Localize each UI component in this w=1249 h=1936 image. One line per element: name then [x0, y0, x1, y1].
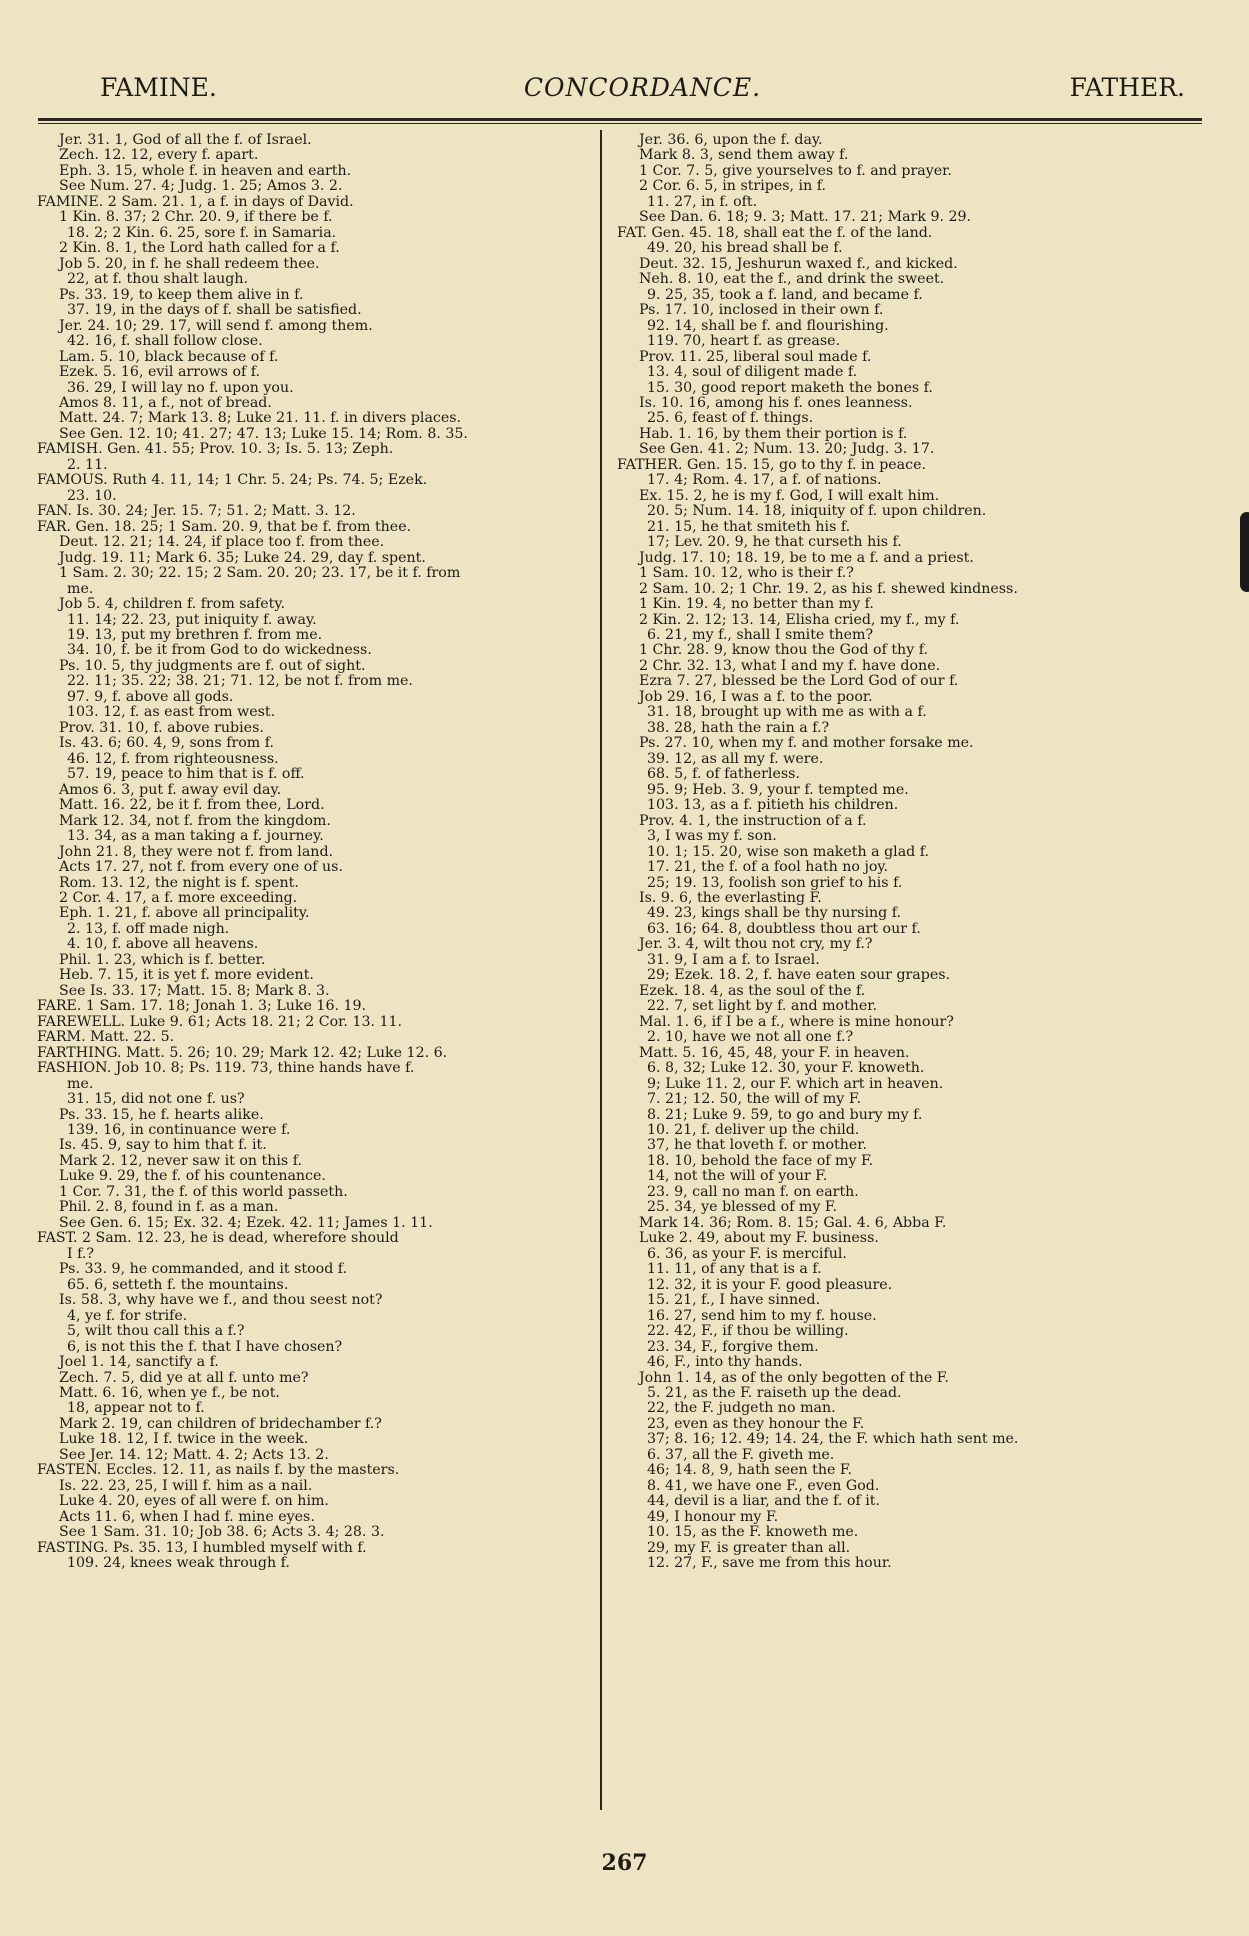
reference-line: 22, at f. thou shalt laugh.	[67, 271, 249, 288]
reference-line: Phil. 2. 8, found in f. as a man.	[59, 1199, 279, 1216]
reference-line: 18. 2; 2 Kin. 6. 25, sore f. in Samaria.	[67, 224, 337, 241]
reference-line: Eph. 3. 15, whole f. in heaven and earth.	[59, 162, 352, 179]
headword-entry: FASTING. Ps. 35. 13, I humbled myself with f.	[37, 1539, 367, 1556]
reference-line: 22. 7, set light by f. and mother.	[647, 998, 878, 1015]
reference-line: 6, is not this the f. that I have chosen?	[67, 1338, 343, 1355]
reference-line: 1 Chr. 28. 9, know thou the God of thy f.	[639, 642, 928, 659]
header-last-word: FATHER.	[1069, 73, 1185, 102]
reference-line: 22. 11; 35. 22; 38. 21; 71. 12, be not f. from me.	[67, 673, 413, 690]
binding-mark	[1240, 512, 1249, 592]
reference-line: 38. 28, hath the rain a f.?	[647, 719, 830, 736]
reference-line: 2. 10, have we not all one f.?	[647, 1029, 854, 1046]
reference-line: Is. 43. 6; 60. 4, 9, sons from f.	[59, 735, 275, 752]
reference-line: 6. 21, my f., shall I smite them?	[647, 627, 874, 643]
reference-line: Ps. 33. 19, to keep them alive in f.	[59, 286, 304, 303]
reference-line: Judg. 17. 10; 18. 19, be to me a f. and a priest.	[639, 549, 974, 566]
reference-line: Mark 8. 3, send them away f.	[639, 147, 849, 164]
reference-line: 2 Cor. 6. 5, in stripes, in f.	[639, 178, 826, 195]
reference-line: Is. 10. 16, among his f. ones leanness.	[639, 394, 913, 411]
reference-line: 1 Cor. 7. 5, give yourselves to f. and prayer.	[639, 162, 952, 179]
reference-line: Prov. 4. 1, the instruction of a f.	[639, 812, 867, 829]
reference-line: 49. 20, his bread shall be f.	[647, 240, 843, 257]
reference-line: See Gen. 41. 2; Num. 13. 20; Judg. 3. 17.	[639, 441, 935, 458]
reference-line: Job 5. 20, in f. he shall redeem thee.	[59, 255, 320, 272]
reference-line: 11. 14; 22. 23, put iniquity f. away.	[67, 611, 317, 628]
reference-line: 19. 13, put my brethren f. from me.	[67, 627, 323, 643]
reference-line: Judg. 19. 11; Mark 6. 35; Luke 24. 29, day f. spent.	[59, 549, 426, 566]
reference-line: 103. 12, f. as east from west.	[67, 704, 276, 721]
reference-line: 68. 5, f. of fatherless.	[647, 766, 800, 783]
reference-line: 37. 19, in the days of f. shall be satisfied.	[67, 302, 362, 319]
reference-line: Phil. 1. 23, which is f. better.	[59, 951, 266, 968]
header-rule-thick	[38, 118, 1202, 121]
reference-line: Matt. 5. 16, 45, 48, your F. in heaven.	[639, 1044, 910, 1061]
reference-line: Rom. 13. 12, the night is f. spent.	[59, 874, 299, 891]
reference-line: 37; 8. 16; 12. 49; 14. 24, the F. which hath sent me.	[647, 1431, 1019, 1448]
reference-line: 12. 32, it is your F. good pleasure.	[647, 1276, 893, 1293]
reference-line: 4. 10, f. above all heavens.	[67, 936, 259, 953]
reference-line: Prov. 31. 10, f. above rubies.	[59, 719, 264, 736]
reference-line: Matt. 16. 22, be it f. from thee, Lord.	[59, 797, 325, 814]
reference-line: 49. 23, kings shall be thy nursing f.	[647, 905, 901, 922]
reference-line: 46; 14. 8, 9, hath seen the F.	[647, 1462, 853, 1479]
reference-line: Is. 22. 23, 25, I will f. him as a nail.	[59, 1477, 313, 1494]
reference-line: 29; Ezek. 18. 2, f. have eaten sour grapes.	[647, 967, 951, 984]
reference-line: 37, he that loveth f. or mother.	[647, 1137, 868, 1154]
reference-line: 2 Kin. 8. 1, the Lord hath called for a f.	[59, 240, 340, 257]
reference-line: 3, I was my f. son.	[647, 828, 777, 845]
column-divider	[600, 130, 602, 1810]
reference-line: 11. 27, in f. oft.	[647, 193, 758, 210]
reference-line: 13. 34, as a man taking a f. journey.	[67, 828, 324, 845]
reference-line: Is. 45. 9, say to him that f. it.	[59, 1137, 267, 1154]
reference-line: 1 Kin. 19. 4, no better than my f.	[639, 596, 874, 613]
reference-line: Zech. 12. 12, every f. apart.	[59, 147, 259, 164]
reference-line: Mark 2. 19, can children of bridechamber f.?	[59, 1415, 382, 1432]
reference-line: 11. 11, of any that is a f.	[647, 1261, 822, 1278]
reference-line: Ezek. 5. 16, evil arrows of f.	[59, 364, 261, 381]
reference-line: Acts 17. 27, not f. from every one of us.	[59, 859, 343, 876]
reference-line: 5, wilt thou call this a f.?	[67, 1323, 245, 1340]
reference-line: 21. 15, he that smiteth his f.	[647, 518, 851, 535]
headword-entry: FAN. Is. 30. 24; Jer. 15. 7; 51. 2; Matt. 3. 12.	[37, 503, 356, 520]
reference-line: 95. 9; Heb. 3. 9, your f. tempted me.	[647, 781, 909, 798]
reference-line: Joel 1. 14, sanctify a f.	[59, 1354, 219, 1371]
reference-line: Is. 9. 6, the everlasting F.	[639, 889, 822, 906]
reference-line: Job 5. 4, children f. from safety.	[59, 596, 286, 613]
reference-line: 2 Cor. 4. 17, a f. more exceeding.	[59, 889, 298, 906]
reference-line: Jer. 3. 4, wilt thou not cry, my f.?	[639, 936, 873, 953]
reference-line: 15. 30, good report maketh the bones f.	[647, 379, 933, 396]
reference-line: Matt. 24. 7; Mark 13. 8; Luke 21. 11. f. in divers places.	[59, 410, 462, 427]
reference-line: Lam. 5. 10, black because of f.	[59, 348, 279, 365]
reference-line: 46. 12, f. from righteousness.	[67, 750, 279, 767]
reference-line: 92. 14, shall be f. and flourishing.	[647, 317, 889, 334]
reference-line: Deut. 12. 21; 14. 24, if place too f. from thee.	[59, 534, 385, 551]
headword-entry: FARM. Matt. 22. 5.	[37, 1029, 175, 1046]
reference-line: Ps. 33. 15, he f. hearts alike.	[59, 1106, 264, 1123]
reference-line: 2 Kin. 2. 12; 13. 14, Elisha cried, my f., my f.	[639, 611, 960, 628]
reference-line: 12. 27, F., save me from this hour.	[647, 1555, 892, 1572]
reference-line: 1 Cor. 7. 31, the f. of this world passeth.	[59, 1183, 348, 1200]
reference-line: 20. 5; Num. 14. 18, iniquity of f. upon children.	[647, 503, 987, 520]
headword-entry: FAST. 2 Sam. 12. 23, he is dead, wherefore should	[37, 1230, 399, 1247]
reference-line: me.	[67, 1075, 94, 1092]
reference-line: Ps. 17. 10, inclosed in their own f.	[639, 302, 884, 319]
reference-line: 57. 19, peace to him that is f. off.	[67, 766, 305, 783]
headword-entry: FAMISH. Gen. 41. 55; Prov. 10. 3; Is. 5. 13; Zeph.	[37, 441, 394, 458]
reference-line: Ps. 33. 9, he commanded, and it stood f.	[59, 1261, 348, 1278]
reference-line: 9; Luke 11. 2, our F. which art in heaven.	[647, 1075, 944, 1092]
reference-line: 1 Sam. 2. 30; 22. 15; 2 Sam. 20. 20; 23. 17, be it f. from	[59, 565, 461, 582]
reference-line: Ps. 27. 10, when my f. and mother forsake me.	[639, 735, 974, 752]
reference-line: Matt. 6. 16, when ye f., be not.	[59, 1384, 280, 1401]
reference-line: Eph. 1. 21, f. above all principality.	[59, 905, 310, 922]
headword-entry: FAT. Gen. 45. 18, shall eat the f. of the land.	[617, 224, 933, 241]
headword-entry: FAMINE. 2 Sam. 21. 1, a f. in days of David.	[37, 193, 354, 210]
headword-entry: FAMOUS. Ruth 4. 11, 14; 1 Chr. 5. 24; Ps. 74. 5; Ezek.	[37, 472, 428, 489]
reference-line: 25; 19. 13, foolish son grief to his f.	[647, 874, 903, 891]
reference-line: Mal. 1. 6, if I be a f., where is mine honour?	[639, 1013, 954, 1030]
reference-line: Luke 18. 12, I f. twice in the week.	[59, 1431, 309, 1448]
reference-line: I f.?	[67, 1245, 94, 1262]
reference-line: 10. 15, as the F. knoweth me.	[647, 1524, 859, 1541]
reference-line: 44, devil is a liar, and the f. of it.	[647, 1493, 880, 1510]
reference-line: John 21. 8, they were not f. from land.	[59, 843, 334, 860]
reference-line: 65. 6, setteth f. the mountains.	[67, 1276, 289, 1293]
reference-line: Ex. 15. 2, he is my f. God, I will exalt him.	[639, 487, 940, 504]
left-column	[37, 133, 592, 1572]
reference-line: 29, my F. is greater than all.	[647, 1539, 851, 1556]
running-header	[100, 72, 1185, 112]
reference-line: 42. 16, f. shall follow close.	[67, 333, 263, 350]
reference-line: 10. 1; 15. 20, wise son maketh a glad f.	[647, 843, 930, 860]
reference-line: 23, even as they honour the F.	[647, 1415, 865, 1432]
reference-line: 103. 13, as a f. pitieth his children.	[647, 797, 899, 814]
reference-line: 36. 29, I will lay no f. upon you.	[67, 379, 294, 396]
reference-line: 5. 21, as the F. raiseth up the dead.	[647, 1384, 902, 1401]
reference-line: Mark 2. 12, never saw it on this f.	[59, 1152, 302, 1169]
headword-entry: FAR. Gen. 18. 25; 1 Sam. 20. 9, that be f. from thee.	[37, 518, 412, 535]
reference-line: 2 Sam. 10. 2; 1 Chr. 19. 2, as his f. shewed kindness.	[639, 580, 1018, 597]
reference-line: 63. 16; 64. 8, doubtless thou art our f.	[647, 920, 921, 937]
reference-line: John 1. 14, as of the only begotten of the F.	[639, 1369, 949, 1386]
reference-line: 6. 8, 32; Luke 12. 30, your F. knoweth.	[647, 1060, 925, 1077]
reference-line: 139. 16, in continuance were f.	[67, 1122, 291, 1138]
reference-line: 8. 41, we have one F., even God.	[647, 1477, 880, 1494]
reference-line: Mark 14. 36; Rom. 8. 15; Gal. 4. 6, Abba F.	[639, 1214, 947, 1231]
reference-line: 25. 6, feast of f. things.	[647, 410, 814, 427]
headword-entry: FASTEN. Eccles. 12. 11, as nails f. by the masters.	[37, 1462, 400, 1479]
reference-line: 18. 10, behold the face of my F.	[647, 1152, 874, 1169]
reference-line: Luke 4. 20, eyes of all were f. on him.	[59, 1493, 329, 1510]
reference-line: 4, ye f. for strife.	[67, 1307, 188, 1324]
reference-line: Luke 9. 29, the f. of his countenance.	[59, 1168, 326, 1185]
reference-line: 23. 34, F., forgive them.	[647, 1338, 819, 1355]
reference-line: Deut. 32. 15, Jeshurun waxed f., and kicked.	[639, 255, 958, 272]
reference-line: 14, not the will of your F.	[647, 1168, 828, 1185]
reference-line: See Is. 33. 17; Matt. 15. 8; Mark 8. 3.	[59, 982, 330, 999]
reference-line: 2. 11.	[67, 456, 108, 473]
reference-line: Ezra 7. 27, blessed be the Lord God of our f.	[639, 673, 959, 690]
reference-line: 34. 10, f. be it from God to do wickedness.	[67, 642, 372, 659]
reference-line: Hab. 1. 16, by them their portion is f.	[639, 425, 908, 442]
reference-line: 23. 10.	[67, 487, 117, 504]
reference-line: Amos 8. 11, a f., not of bread.	[59, 394, 272, 411]
reference-line: 6. 37, all the F. giveth me.	[647, 1446, 835, 1463]
reference-line: 39. 12, as all my f. were.	[647, 750, 824, 767]
reference-line: See Dan. 6. 18; 9. 3; Matt. 17. 21; Mark 9. 29.	[639, 209, 972, 226]
reference-line: Jer. 36. 6, upon the f. day.	[639, 133, 823, 148]
reference-line: Ezek. 18. 4, as the soul of the f.	[639, 982, 866, 999]
reference-line: 31. 15, did not one f. us?	[67, 1091, 245, 1108]
headword-entry: FAREWELL. Luke 9. 61; Acts 18. 21; 2 Cor. 13. 11.	[37, 1013, 403, 1030]
headword-entry: FARTHING. Matt. 5. 26; 10. 29; Mark 12. 42; Luke 12. 6.	[37, 1044, 448, 1061]
reference-line: Acts 11. 6, when I had f. mine eyes.	[59, 1508, 315, 1525]
reference-line: 15. 21, f., I have sinned.	[647, 1292, 821, 1309]
reference-line: 17; Lev. 20. 9, he that curseth his f.	[647, 534, 902, 551]
reference-line: 25. 34, ye blessed of my F.	[647, 1199, 838, 1216]
headword-entry: FASHION. Job 10. 8; Ps. 119. 73, thine hands have f.	[37, 1060, 415, 1077]
reference-line: Jer. 31. 1, God of all the f. of Israel.	[59, 133, 312, 148]
headword-entry: FARE. 1 Sam. 17. 18; Jonah 1. 3; Luke 16. 19.	[37, 998, 367, 1015]
reference-line: Amos 6. 3, put f. away evil day.	[59, 781, 282, 798]
reference-line: 1 Sam. 10. 12, who is their f.?	[639, 565, 854, 582]
reference-line: 2 Chr. 32. 13, what I and my f. have done.	[639, 657, 941, 674]
reference-line: Luke 2. 49, about my F. business.	[639, 1230, 879, 1247]
reference-line: See Gen. 6. 15; Ex. 32. 4; Ezek. 42. 11; James 1. 11.	[59, 1214, 433, 1231]
header-rule-thin	[38, 123, 1202, 124]
reference-line: 49, I honour my F.	[647, 1508, 779, 1525]
reference-line: 22. 42, F., if thou be willing.	[647, 1323, 849, 1340]
header-first-word: FAMINE.	[100, 73, 217, 102]
reference-line: See Gen. 12. 10; 41. 27; 47. 13; Luke 15. 14; Rom. 8. 35.	[59, 425, 468, 442]
reference-line: 31. 18, brought up with me as with a f.	[647, 704, 927, 721]
reference-line: 31. 9, I am a f. to Israel.	[647, 951, 820, 968]
reference-line: me.	[67, 580, 94, 597]
reference-line: 13. 4, soul of diligent made f.	[647, 364, 858, 381]
reference-line: 8. 21; Luke 9. 59, to go and bury my f.	[647, 1106, 923, 1123]
reference-line: Zech. 7. 5, did ye at all f. unto me?	[59, 1369, 309, 1386]
headword-entry: FATHER. Gen. 15. 15, go to thy f. in peace.	[617, 456, 926, 473]
reference-line: Prov. 11. 25, liberal soul made f.	[639, 348, 872, 365]
right-column	[617, 133, 1192, 1572]
reference-line: Neh. 8. 10, eat the f., and drink the sweet.	[639, 271, 945, 288]
reference-line: 1 Kin. 8. 37; 2 Chr. 20. 9, if there be f.	[59, 209, 333, 226]
reference-line: 6. 36, as your F. is merciful.	[647, 1245, 847, 1262]
reference-line: Is. 58. 3, why have we f., and thou seest not?	[59, 1292, 383, 1309]
reference-line: Jer. 24. 10; 29. 17, will send f. among them.	[59, 317, 373, 334]
reference-line: 17. 21, the f. of a fool hath no joy.	[647, 859, 889, 876]
reference-line: See Num. 27. 4; Judg. 1. 25; Amos 3. 2.	[59, 178, 343, 195]
reference-line: 18, appear not to f.	[67, 1400, 205, 1417]
reference-line: 7. 21; 12. 50, the will of my F.	[647, 1091, 861, 1108]
reference-line: 97. 9, f. above all gods.	[67, 688, 234, 705]
reference-line: 2. 13, f. off made nigh.	[67, 920, 230, 937]
reference-line: 23. 9, call no man f. on earth.	[647, 1183, 859, 1200]
reference-line: 46, F., into thy hands.	[647, 1354, 803, 1371]
reference-line: See 1 Sam. 31. 10; Job 38. 6; Acts 3. 4; 28. 3.	[59, 1524, 385, 1541]
reference-line: 22, the F. judgeth no man.	[647, 1400, 836, 1417]
reference-line: Job 29. 16, I was a f. to the poor.	[639, 688, 873, 705]
header-title: CONCORDANCE.	[523, 73, 762, 102]
reference-line: See Jer. 14. 12; Matt. 4. 2; Acts 13. 2.	[59, 1446, 329, 1463]
reference-line: 17. 4; Rom. 4. 17, a f. of nations.	[647, 472, 882, 489]
reference-line: Ps. 10. 5, thy judgments are f. out of sight.	[59, 657, 366, 674]
reference-line: 9. 25, 35, took a f. land, and became f.	[647, 286, 923, 303]
reference-line: 119. 70, heart f. as grease.	[647, 333, 841, 350]
reference-line: 109. 24, knees weak through f.	[67, 1555, 290, 1572]
reference-line: Mark 12. 34, not f. from the kingdom.	[59, 812, 331, 829]
reference-line: 10. 21, f. deliver up the child.	[647, 1122, 860, 1138]
reference-line: Heb. 7. 15, it is yet f. more evident.	[59, 967, 314, 984]
reference-line: 16. 27, send him to my f. house.	[647, 1307, 877, 1324]
page-number: 267	[601, 1850, 648, 1876]
